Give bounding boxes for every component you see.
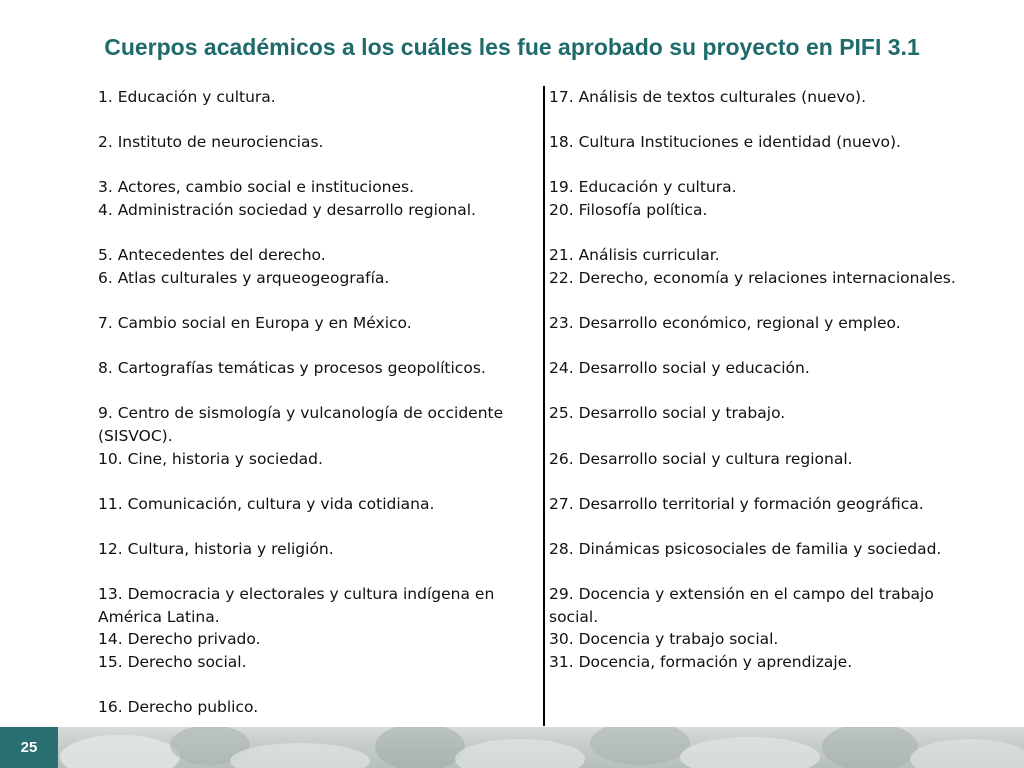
- footer-decoration-image: [0, 727, 1024, 768]
- list-item: 30. Docencia y trabajo social.: [549, 630, 779, 649]
- list-item: 19. Educación y cultura.: [549, 178, 737, 197]
- list-item: 10. Cine, historia y sociedad.: [98, 449, 323, 468]
- list-item: 5. Antecedentes del derecho.: [98, 246, 326, 265]
- list-item: 18. Cultura Instituciones e identidad (nuevo).: [549, 133, 901, 152]
- column-divider: [543, 86, 545, 726]
- right-column-list: [549, 86, 969, 673]
- list-item: 31. Docencia, formación y aprendizaje.: [549, 652, 853, 671]
- list-item: 4. Administración sociedad y desarrollo regional.: [98, 200, 476, 219]
- list-item: 13. Democracia y electorales y cultura indígena en América Latina.: [98, 585, 495, 626]
- list-item: 9. Centro de sismología y vulcanología de occidente (SISVOC).: [98, 404, 504, 445]
- list-item: 28. Dinámicas psicosociales de familia y sociedad.: [549, 539, 942, 558]
- list-item: 21. Análisis curricular.: [549, 246, 720, 265]
- list-item: 24. Desarrollo social y educación.: [549, 359, 810, 378]
- list-item: 15. Derecho social.: [98, 652, 247, 671]
- page-number: 25: [20, 739, 38, 756]
- list-item: 1. Educación y cultura.: [98, 88, 276, 106]
- list-item: 20. Filosofía política.: [549, 200, 708, 219]
- list-item: 22. Derecho, economía y relaciones internacionales.: [549, 268, 956, 287]
- list-item: 8. Cartografías temáticas y procesos geopolíticos.: [98, 359, 486, 378]
- list-item: 17. Análisis de textos culturales (nuevo).: [549, 88, 867, 106]
- list-item: 23. Desarrollo económico, regional y empleo.: [549, 313, 901, 332]
- list-item: 12. Cultura, historia y religión.: [98, 539, 334, 558]
- list-item: 7. Cambio social en Europa y en México.: [98, 313, 412, 332]
- list-item: 6. Atlas culturales y arqueogeografía.: [98, 268, 390, 287]
- page-number-box: [0, 727, 58, 768]
- list-item: 16. Derecho publico.: [98, 698, 259, 717]
- list-item: 27. Desarrollo territorial y formación geográfica.: [549, 494, 924, 513]
- left-column-list: [98, 86, 530, 719]
- slide-title: Cuerpos académicos a los cuáles les fue aprobado su proyecto en PIFI 3.1: [104, 34, 920, 60]
- footer-band: [0, 727, 1024, 768]
- list-item: 2. Instituto de neurociencias.: [98, 133, 324, 152]
- list-item: 14. Derecho privado.: [98, 630, 261, 649]
- list-item: 25. Desarrollo social y trabajo.: [549, 404, 786, 423]
- list-item: 29. Docencia y extensión en el campo del trabajo social.: [549, 585, 934, 626]
- list-item: 3. Actores, cambio social e instituciones.: [98, 178, 415, 197]
- list-item: 26. Desarrollo social y cultura regional.: [549, 449, 853, 468]
- list-item: 11. Comunicación, cultura y vida cotidiana.: [98, 494, 435, 513]
